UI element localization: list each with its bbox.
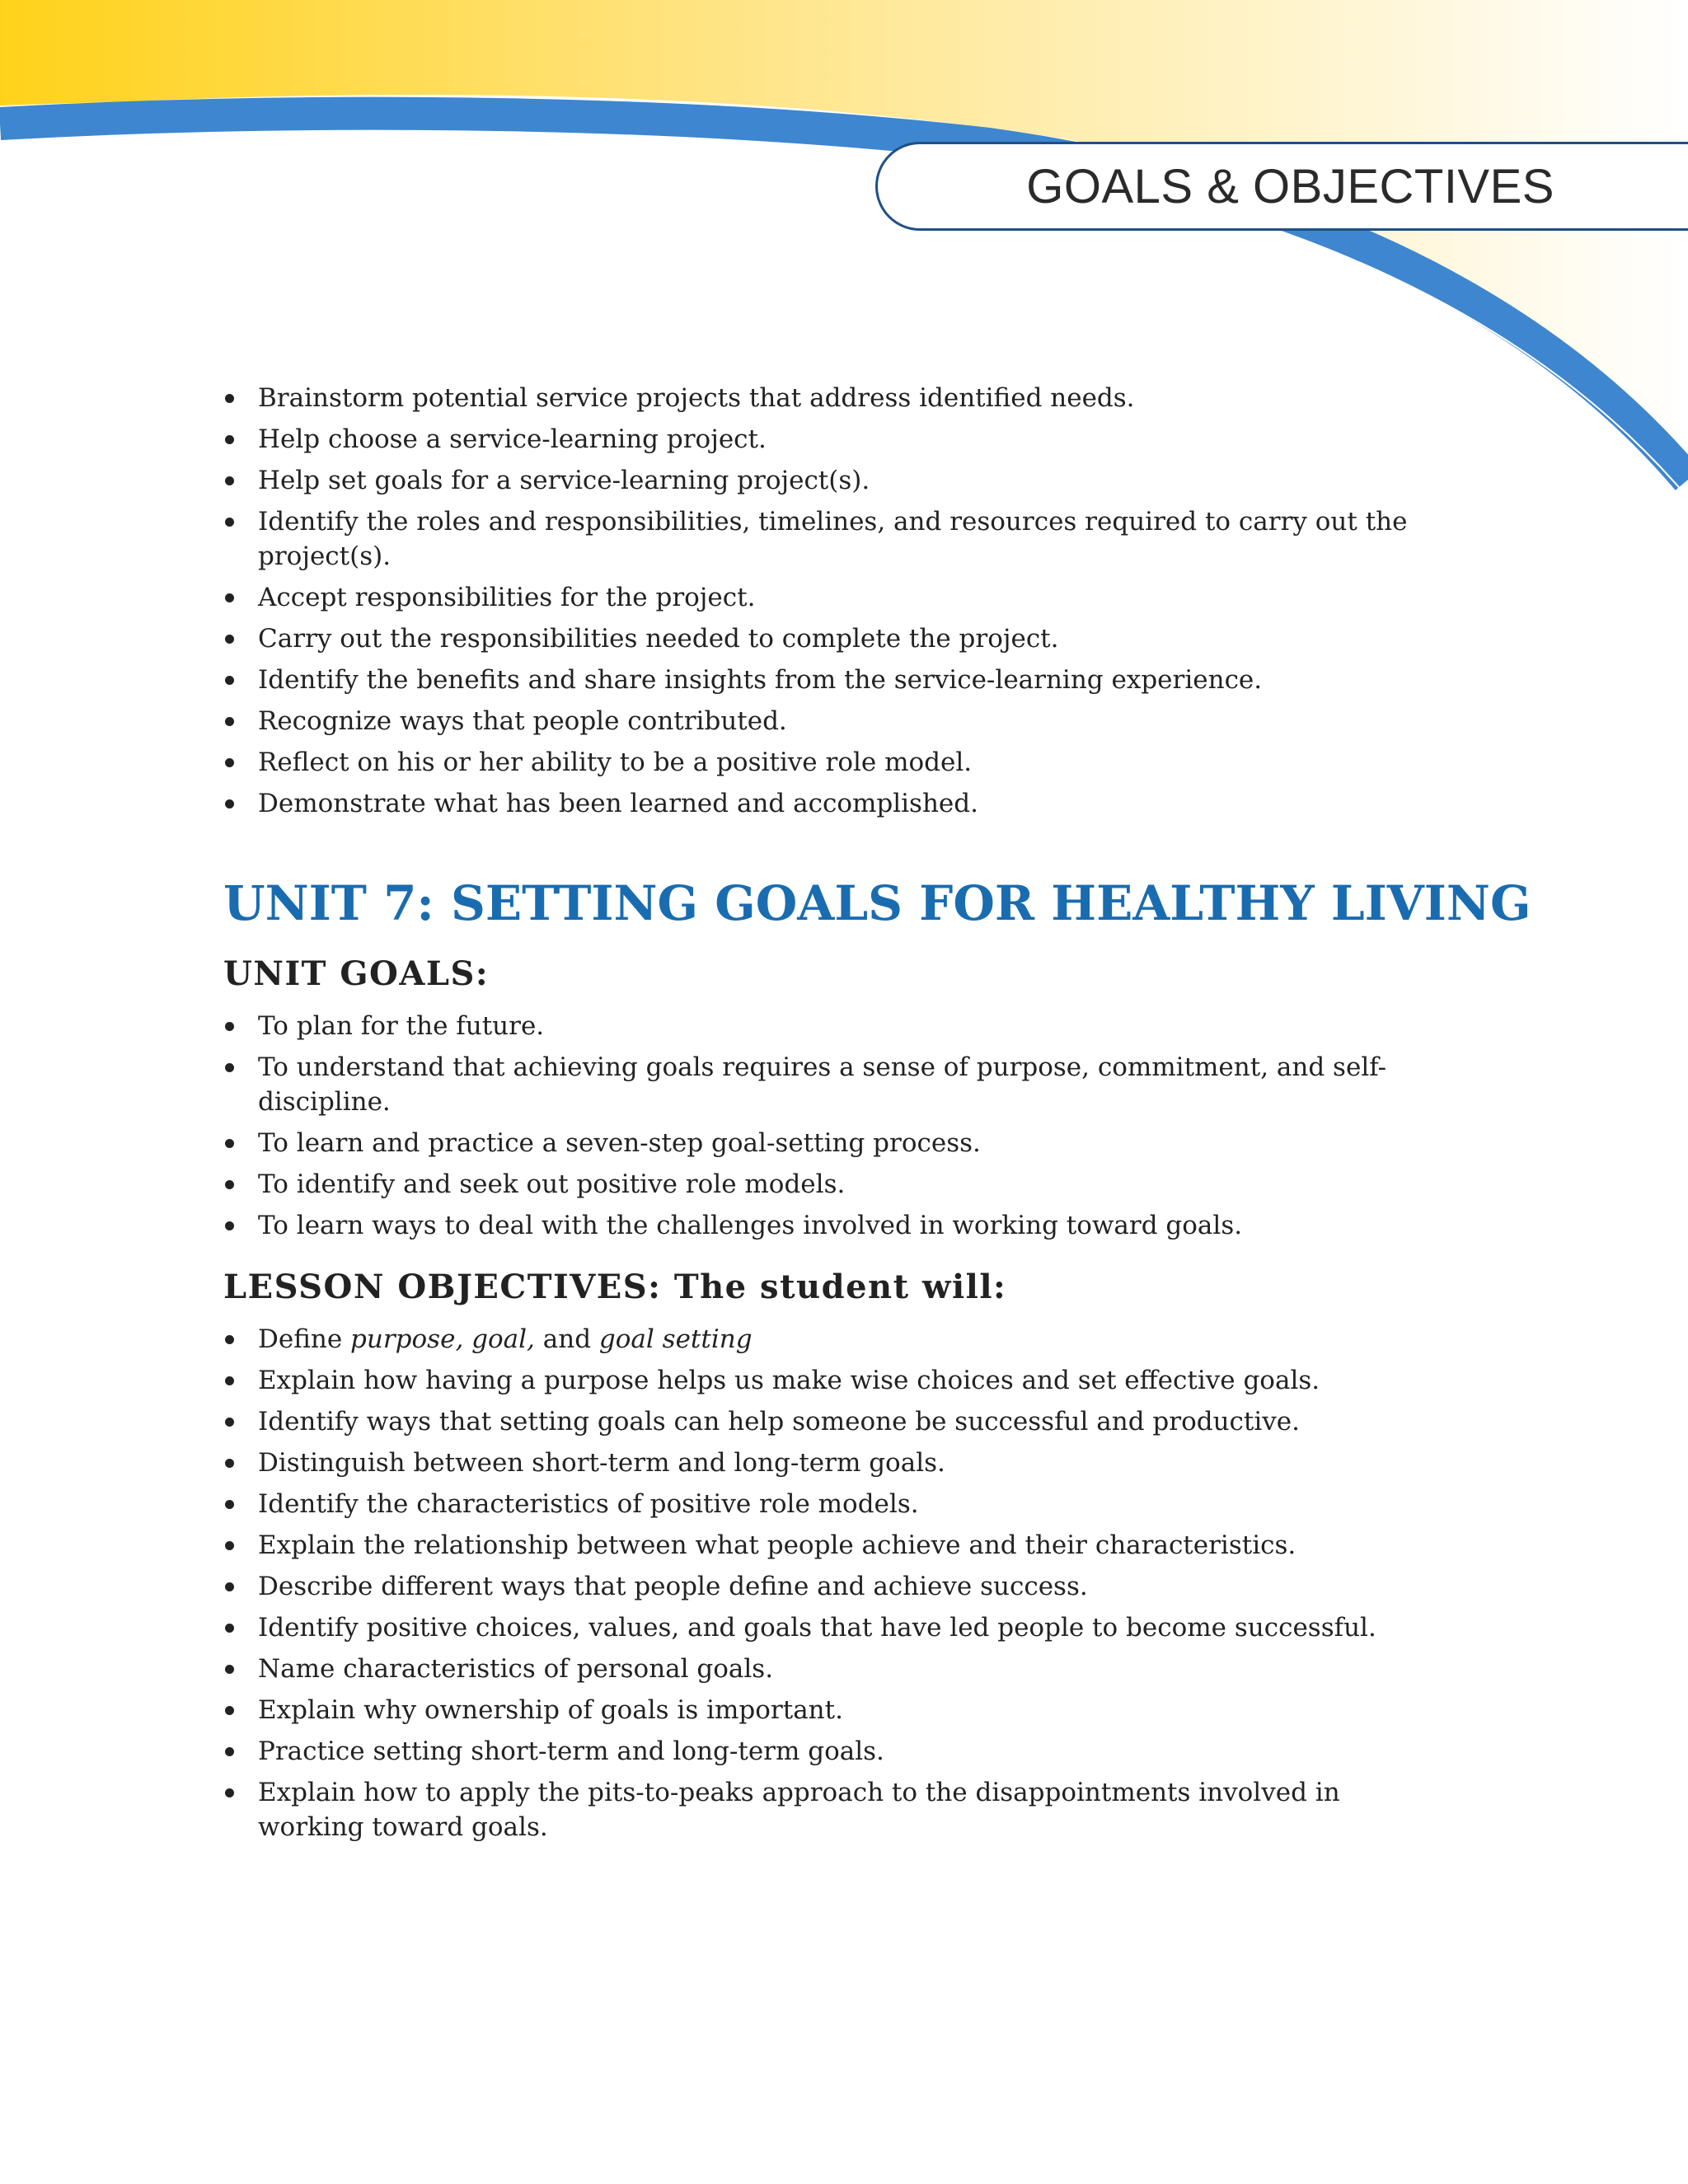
bullet-icon: [225, 1418, 234, 1427]
list-item: Identify ways that setting goals can help someone be successful and productive.: [223, 1404, 1410, 1439]
list-item: Brainstorm potential service projects that address identified needs.: [223, 381, 1410, 415]
unit-goals-heading: UNIT GOALS:: [223, 954, 490, 993]
page-section-title: GOALS & OBJECTIVES: [1026, 159, 1554, 213]
list-item: Accept responsibilities for the project.: [223, 580, 1410, 615]
list-item: Identify the benefits and share insights from the service-learning experience.: [223, 663, 1410, 697]
list-item: Recognize ways that people contributed.: [223, 704, 1410, 738]
bullet-icon: [225, 635, 234, 644]
list-item: Describe different ways that people define and achieve success.: [223, 1569, 1410, 1604]
bullet-icon: [225, 1221, 234, 1230]
list-item: Explain the relationship between what people achieve and their characteristics.: [223, 1528, 1410, 1563]
list-item: Practice setting short-term and long-term goals.: [223, 1734, 1410, 1769]
bullet-icon: [225, 758, 234, 767]
bullet-icon: [225, 1582, 234, 1591]
list-item: Carry out the responsibilities needed to complete the project.: [223, 621, 1410, 656]
bullet-icon: [225, 1624, 234, 1633]
lesson-objectives-list: [223, 1322, 1410, 1844]
list-item: Distinguish between short-term and long-term goals.: [223, 1446, 1410, 1480]
bullet-icon: [225, 1541, 234, 1550]
unit-title: UNIT 7: SETTING GOALS FOR HEALTHY LIVING: [223, 875, 1531, 931]
header-title-tab: [875, 142, 1688, 231]
list-item: To learn ways to deal with the challenges involved in working toward goals.: [223, 1208, 1410, 1243]
list-item: To learn and practice a seven-step goal-setting process.: [223, 1126, 1410, 1160]
bullet-icon: [225, 1500, 234, 1509]
lesson-objectives-heading: LESSON OBJECTIVES: The student will:: [223, 1268, 1007, 1306]
bullet-icon: [225, 394, 234, 403]
list-item: To plan for the future.: [223, 1009, 1410, 1043]
bullet-icon: [225, 799, 234, 808]
document-body: [223, 381, 1531, 1851]
bullet-icon: [225, 1747, 234, 1756]
list-item: To understand that achieving goals requires a sense of purpose, commitment, and self-discipline.: [223, 1050, 1410, 1119]
bullet-icon: [225, 676, 234, 685]
bullet-icon: [225, 518, 234, 527]
list-item: Explain how having a purpose helps us make wise choices and set effective goals.: [223, 1363, 1410, 1398]
bullet-icon: [225, 1180, 234, 1189]
bullet-icon: [225, 1788, 234, 1797]
bullet-icon: [225, 1335, 234, 1344]
list-item: Identify the characteristics of positive role models.: [223, 1487, 1410, 1521]
list-item: Explain how to apply the pits-to-peaks approach to the disappointments involved in working toward goals.: [223, 1775, 1410, 1844]
bullet-icon: [225, 1376, 234, 1385]
list-item: Help choose a service-learning project.: [223, 422, 1410, 457]
bullet-icon: [225, 435, 234, 444]
bullet-icon: [225, 1063, 234, 1072]
bullet-icon: [225, 1022, 234, 1031]
bullet-icon: [225, 1665, 234, 1674]
list-item: Identify the roles and responsibilities, timelines, and resources required to carry out the project(s).: [223, 504, 1410, 574]
bullet-icon: [225, 1706, 234, 1715]
list-item: To identify and seek out positive role models.: [223, 1167, 1410, 1202]
list-item: Define purpose, goal, and goal setting: [223, 1322, 1410, 1357]
bullet-icon: [225, 476, 234, 485]
bullet-icon: [225, 1459, 234, 1468]
list-item: Help set goals for a service-learning project(s).: [223, 463, 1410, 498]
list-item: Identify positive choices, values, and goals that have led people to become successful.: [223, 1610, 1410, 1645]
intro-objectives-list: [223, 381, 1410, 821]
list-item: Explain why ownership of goals is important.: [223, 1693, 1410, 1727]
bullet-icon: [225, 717, 234, 726]
list-item: Name characteristics of personal goals.: [223, 1652, 1410, 1686]
bullet-icon: [225, 593, 234, 602]
bullet-icon: [225, 1139, 234, 1148]
unit-goals-list: [223, 1009, 1410, 1243]
list-item: Demonstrate what has been learned and accomplished.: [223, 786, 1410, 821]
list-item: Reflect on his or her ability to be a positive role model.: [223, 745, 1410, 780]
